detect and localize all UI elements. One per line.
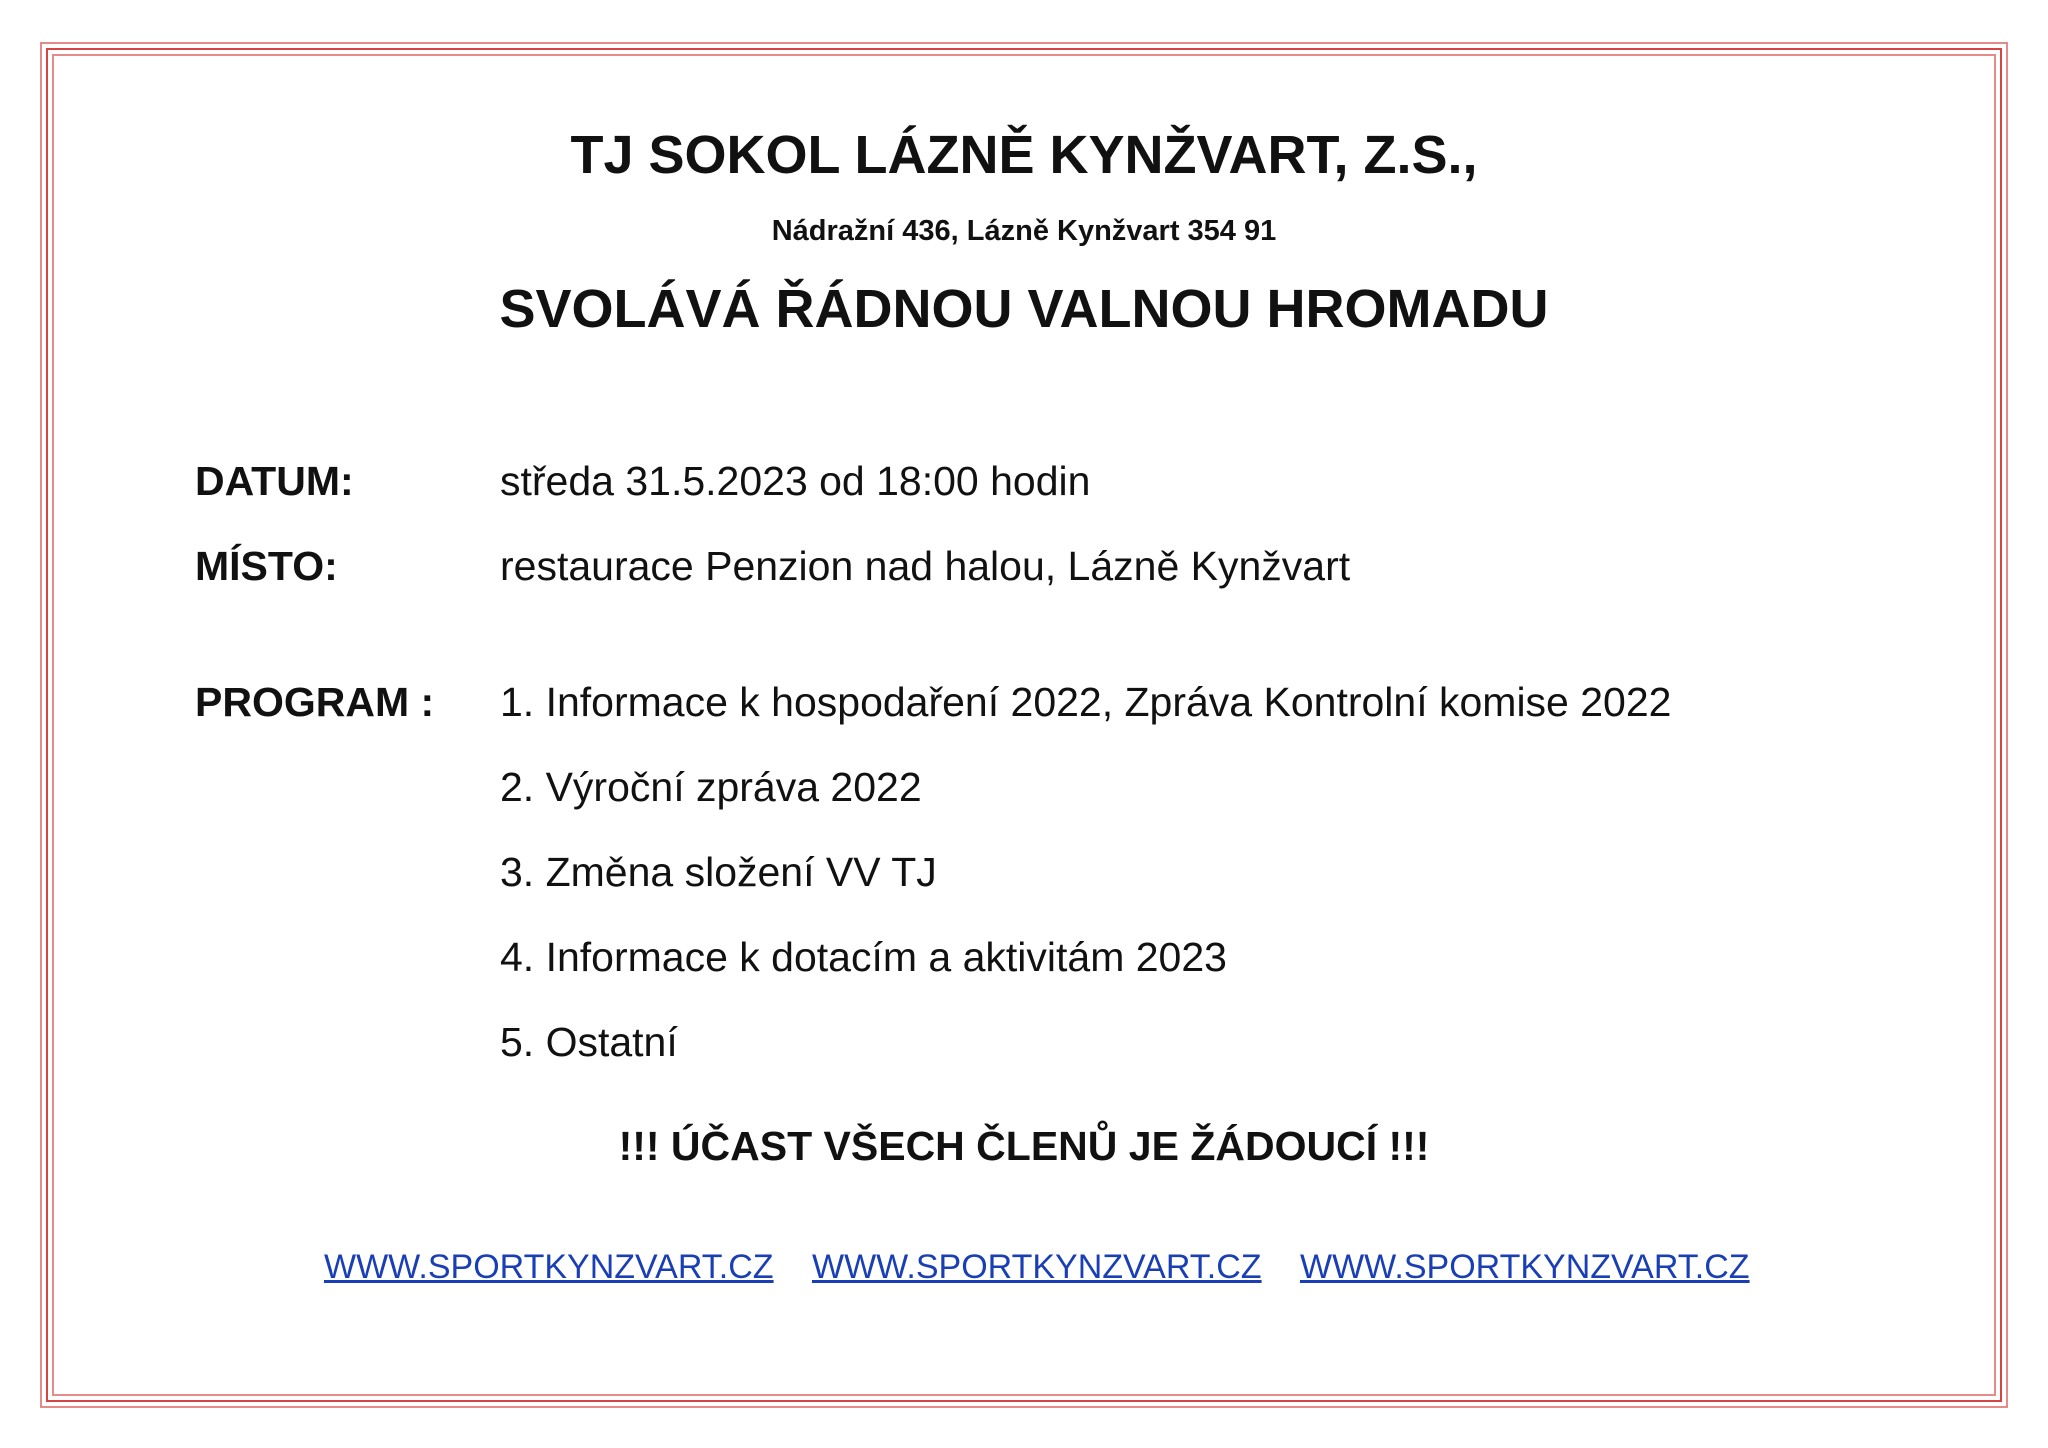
program-item: 3. Změna složení VV TJ xyxy=(500,849,937,895)
date-label: DATUM: xyxy=(195,458,354,504)
program-label: PROGRAM : xyxy=(195,679,435,725)
program-item: 5. Ostatní xyxy=(500,1019,678,1065)
attendance-call: !!! ÚČAST VŠECH ČLENŮ JE ŽÁDOUCÍ !!! xyxy=(618,1123,1430,1169)
website-links xyxy=(0,1248,2048,1298)
place-label: MÍSTO: xyxy=(195,543,338,589)
date-value: středa 31.5.2023 od 18:00 hodin xyxy=(500,458,1091,504)
notice-heading: SVOLÁVÁ ŘÁDNOU VALNOU HROMADU xyxy=(499,279,1549,339)
place-value: restaurace Penzion nad halou, Lázně Kynžvart xyxy=(500,543,1351,589)
program-item: 1. Informace k hospodaření 2022, Zpráva Kontrolní komise 2022 xyxy=(500,679,1672,725)
organization-name: TJ SOKOL LÁZNĚ KYNŽVART, Z.S., xyxy=(570,125,1478,185)
organization-address: Nádražní 436, Lázně Kynžvart 354 91 xyxy=(771,215,1277,247)
program-item: 4. Informace k dotacím a aktivitám 2023 xyxy=(500,934,1227,980)
website-link[interactable]: WWW.SPORTKYNZVART.CZ xyxy=(1300,1248,1750,1286)
website-link[interactable]: WWW.SPORTKYNZVART.CZ xyxy=(812,1248,1262,1286)
website-link[interactable]: WWW.SPORTKYNZVART.CZ xyxy=(324,1248,774,1286)
program-item: 2. Výroční zpráva 2022 xyxy=(500,764,922,810)
